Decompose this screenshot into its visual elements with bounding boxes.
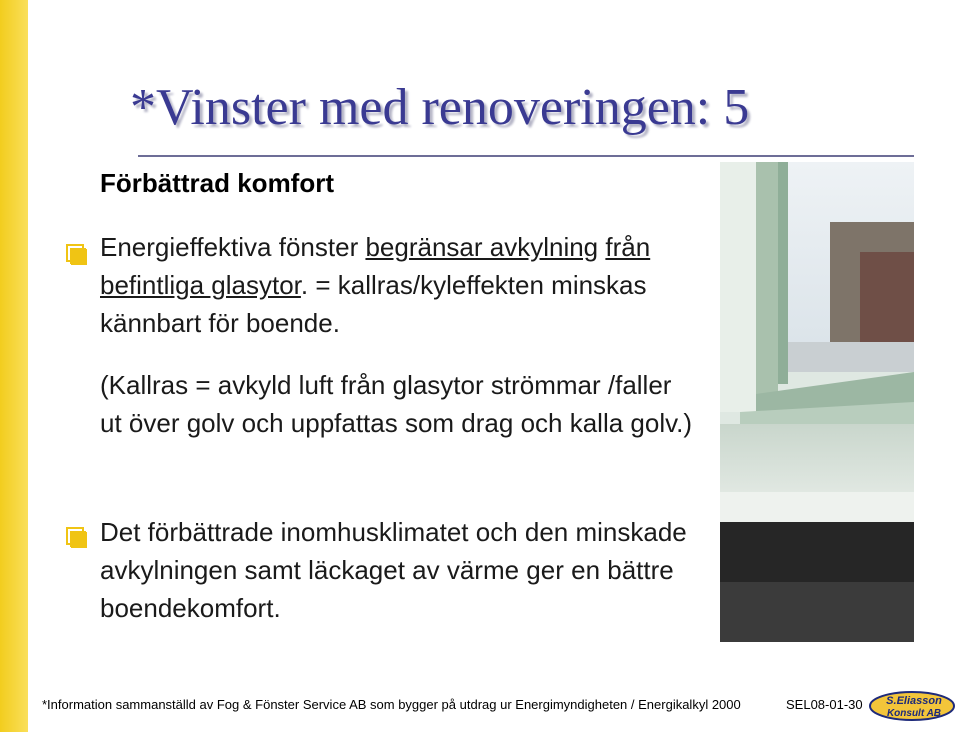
subheading: Förbättrad komfort [100,168,334,198]
bullet-1-text [100,228,700,342]
bullet-1-rest: . = kallras/kyleffekten minskas kännbart för boende. [100,270,647,338]
logo-line-1: S.Eliasson [886,695,942,707]
square-bullet-icon [66,527,84,545]
logo-line-2: Konsult AB [886,708,942,719]
footer-source-note: *Information sammanställd av Fog & Fönster Service AB som bygger på utdrag ur Energimyndigheten / Energikalkyl 2000 [42,697,741,712]
link-begransar-avkylning[interactable]: begränsar avkylning [365,232,599,262]
title-underline [138,155,914,157]
bullet-1-prefix: Energieffektiva fönster [100,232,366,262]
window-photo [720,162,914,642]
decorative-side-bar [0,0,28,732]
slide-title: *Vinster med renoveringen: 5 [130,79,750,136]
company-logo [868,690,956,722]
footer-document-id: SEL08-01-30 [786,697,863,712]
square-bullet-icon [66,244,84,262]
bullet-2-text: Det förbättrade inomhusklimatet och den minskade avkylningen samt läckaget av värme ger en bättre boendekomfort. [100,517,687,623]
link-befintliga-glasytor[interactable]: från befintliga glasytor [100,232,651,300]
kallras-note: (Kallras = avkyld luft från glasytor strömmar /faller ut över golv och uppfattas som drag och kalla golv.) [100,370,693,438]
